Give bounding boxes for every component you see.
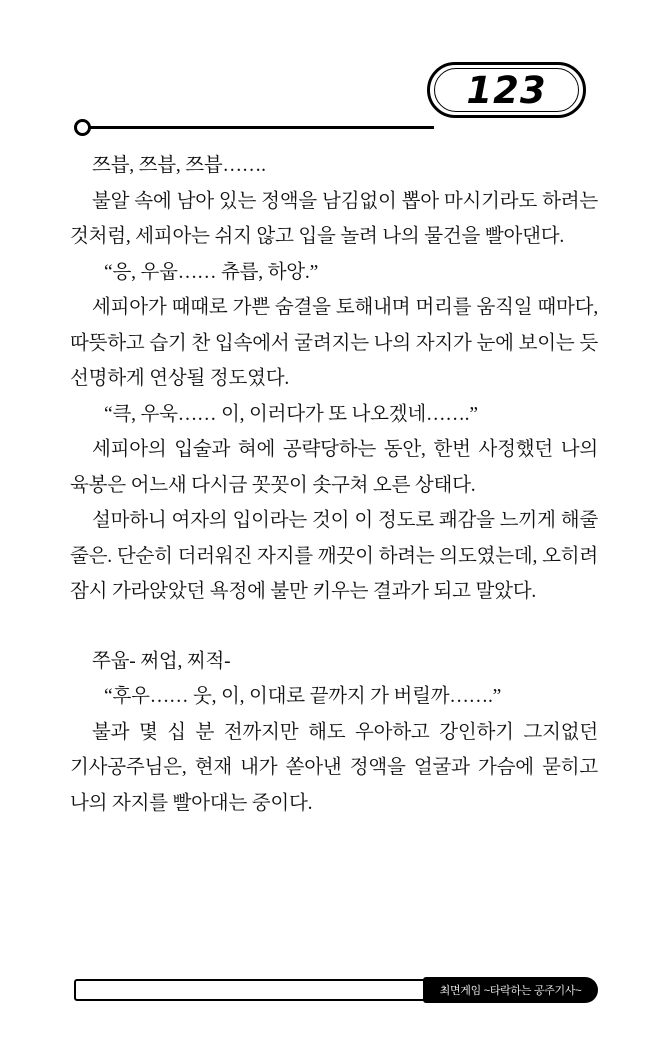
paragraph: 세피아가 때때로 가쁜 숨결을 토해내며 머리를 움직일 때마다, 따뜻하고 습기 찬 입속에서 굴려지는 나의 자지가 눈에 보이는 듯 선명하게 연상될 정도였다. bbox=[70, 297, 598, 389]
paragraph: 불과 몇 십 분 전까지만 해도 우아하고 강인하기 그지없던 기사공주님은, 현재 내가 쏟아낸 정액을 얼굴과 가슴에 묻히고 나의 자지를 빨아대는 중이다. bbox=[70, 721, 598, 814]
footer-rule-bar bbox=[74, 979, 426, 1001]
paragraph-spacer bbox=[70, 610, 598, 644]
dialogue-line: “후우…… 웃, 이, 이대로 끝까지 가 버릴까…….” bbox=[104, 686, 502, 707]
paragraph: 세피아의 입술과 혀에 공략당하는 동안, 한번 사정했던 나의 육봉은 어느새 다시금 꼿꼿이 솟구쳐 오른 상태다. bbox=[70, 439, 598, 496]
footer-title-text: 최면게임 ~타락하는 공주기사~ bbox=[439, 985, 582, 997]
paragraph: 설마하니 여자의 입이라는 것이 이 정도로 쾌감을 느끼게 해줄 줄은. 단순히 더러워진 자지를 깨끗이 하려는 의도였는데, 오히려 잠시 가라앉았던 욕정에 불만 키우는 결과가 되고 말았다. bbox=[70, 510, 598, 602]
page-body bbox=[70, 148, 598, 821]
paragraph: 쭈웁- 쩌업, 찌적- bbox=[92, 650, 231, 672]
dialogue-line: “응, 우웁…… 츄릅, 하앙.” bbox=[104, 261, 319, 283]
paragraph: 불알 속에 남아 있는 정액을 남김없이 뽑아 마시기라도 하려는 것처럼, 세피아는 쉬지 않고 입을 놀려 나의 물건을 빨아댄다. bbox=[70, 190, 598, 247]
paragraph: 쯔븝, 쯔븝, 쯔븝……. bbox=[92, 155, 266, 176]
dialogue-line: “큭, 우욱…… 이, 이러다가 또 나오겠네…….” bbox=[104, 403, 478, 425]
page-number-badge bbox=[427, 62, 586, 118]
page-number: 123 bbox=[466, 68, 547, 112]
page-header bbox=[0, 62, 671, 142]
footer-title-tag bbox=[423, 977, 598, 1003]
header-dot-icon bbox=[74, 119, 91, 136]
header-rule bbox=[84, 126, 434, 129]
page-footer bbox=[0, 975, 671, 1015]
